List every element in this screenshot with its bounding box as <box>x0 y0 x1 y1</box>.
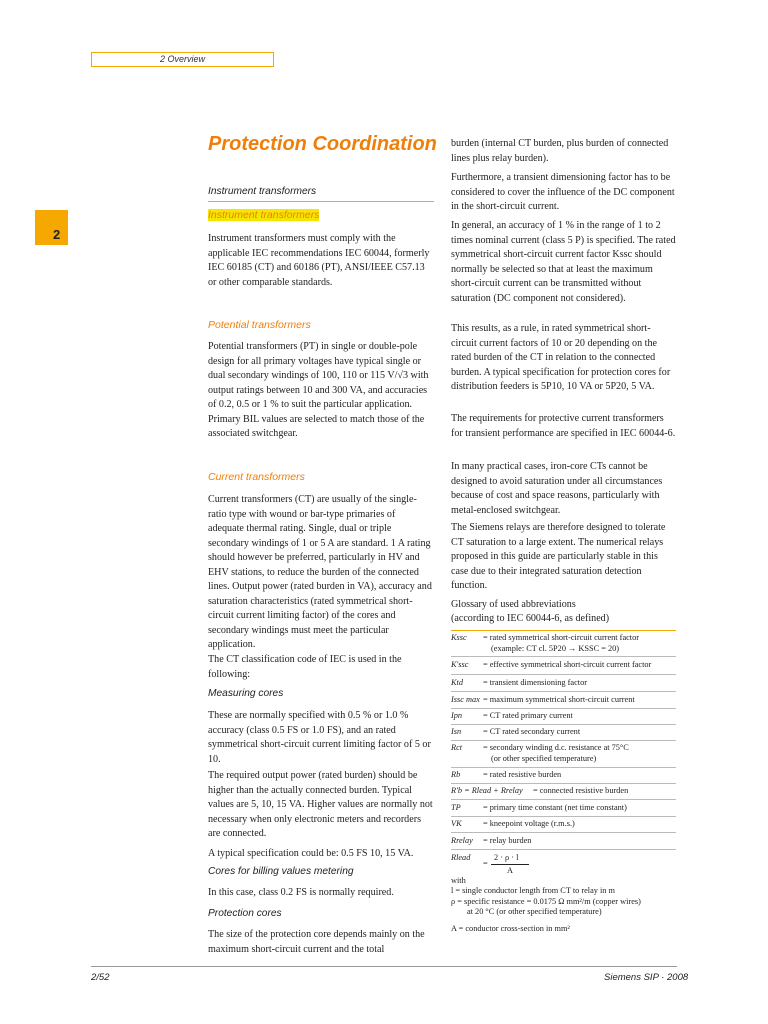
header-section-label: 2 Overview <box>160 54 206 64</box>
glossary-key: Rlead <box>451 853 471 862</box>
fraction-bar <box>491 864 529 865</box>
glossary-rule <box>451 832 676 833</box>
glossary-key: Rct <box>451 743 463 752</box>
glossary-key: TP <box>451 803 461 812</box>
paragraph-current: Current transformers (CT) are usually of the single-ratio type with wound or bar-type primaries of adequate thermal rating. Single, dual or triple secondary windings of 1 or 5 A are standard. 1 A rating should however be preferred, particularly in HV and EHV stations, to reduce the burden of the connected lines. Output power (rated burden in VA), accuracy and saturation characteristics (rated symmetrical short-circuit current limiting factor) of the cores and secondary windings must meet the particular application. <box>208 494 432 650</box>
formula-denominator: A <box>507 866 513 875</box>
paragraph-siemens-relays: The Siemens relays are therefore designed to tolerate CT saturation to a large extent. The numerical relays proposed in this guide are particularly stable in this case due to their integrated saturation detection function. <box>451 522 666 591</box>
header-section-box <box>91 52 274 67</box>
glossary-value-2: (example: CT cl. 5P20 → KSSC = 20) <box>491 644 620 653</box>
paragraph-burden: burden (internal CT burden, plus burden of connected lines plus relay burden). <box>451 138 669 164</box>
glossary-key: Ktd <box>451 678 463 687</box>
footer-rule <box>91 966 677 967</box>
glossary-value: = rated symmetrical short-circuit current factor <box>483 633 640 642</box>
paragraph-output-power: The required output power (rated burden) should be higher than the actually connected burden. Typical values are 5, 10, 15 VA. Higher values are normally not necessary when only electronic meters and recorders are connected. <box>208 770 433 839</box>
chapter-tab-number: 2 <box>53 227 61 242</box>
glossary-rule <box>451 691 676 692</box>
glossary-subtitle: (according to IEC 60044-6, as defined) <box>451 613 610 624</box>
glossary-key: Rrelay <box>451 836 473 845</box>
glossary-rule <box>451 783 676 784</box>
glossary-key: Rb <box>451 770 461 779</box>
glossary-row <box>451 853 681 879</box>
paragraph-measuring: These are normally specified with 0.5 % or 1.0 % accuracy (class 0.5 FS or 1.0 FS), and an rated symmetrical short-circuit current limiting factor of 5 or 10. <box>208 710 431 765</box>
glossary-value: = rated resistive burden <box>483 770 562 779</box>
paragraph-instrument: Instrument transformers must comply with the applicable IEC recommendations IEC 60044, formerly IEC 60185 (CT) and 60186 (PT), ANSI/IEEE C57.13 or other comparable standards. <box>208 233 430 288</box>
formula-numerator: 2 · ρ · l <box>494 853 519 862</box>
glossary-rule <box>451 849 676 850</box>
glossary-value: = transient dimensioning factor <box>483 678 587 687</box>
glossary-value: = kneepoint voltage (r.m.s.) <box>483 819 575 828</box>
glossary-rule <box>451 724 676 725</box>
glossary-key: Issc max <box>451 695 480 704</box>
glossary-rule <box>451 767 676 768</box>
glossary-rule <box>451 816 676 817</box>
heading-potential-transformers: Potential transformers <box>208 319 311 331</box>
glossary-row <box>451 743 681 765</box>
glossary-value: = secondary winding d.c. resistance at 75°C <box>483 743 629 752</box>
glossary-value: = CT rated primary current <box>483 711 573 720</box>
glossary-value: = maximum symmetrical short-circuit current <box>483 695 635 704</box>
page-number: 2/52 <box>91 972 110 983</box>
publisher-label: Siemens SIP · 2008 <box>604 972 689 983</box>
glossary-rule <box>451 656 676 657</box>
paragraph-billing: In this case, class 0.2 FS is normally required. <box>208 887 394 898</box>
glossary-top-rule <box>451 630 676 631</box>
glossary-value: = effective symmetrical short-circuit current factor <box>483 660 652 669</box>
paragraph-transient: Furthermore, a transient dimensioning factor has to be considered to cover the influence of the DC component in the short-circuit current. <box>451 172 675 212</box>
note-area: A = conductor cross-section in mm² <box>451 924 570 933</box>
paragraph-iron-core: In many practical cases, iron-core CTs cannot be designed to avoid saturation under all circumstances because of cost and space reasons, particularly with metal-enclosed switchgear. <box>451 461 663 516</box>
note-rho-temp: at 20 °C (or other specified temperature) <box>467 907 602 916</box>
glossary-value: = <box>483 859 488 868</box>
subheading-instrument-highlighted: Instrument transformers <box>208 209 320 221</box>
glossary-key: K'ssc <box>451 660 469 669</box>
glossary-key: Kssc <box>451 633 467 642</box>
glossary-title: Glossary of used abbreviations <box>451 599 576 610</box>
glossary-value-2: (or other specified temperature) <box>491 754 597 763</box>
glossary-value: = relay burden <box>483 836 532 845</box>
glossary-rule <box>451 799 676 800</box>
glossary-value: = connected resistive burden <box>533 786 629 795</box>
paragraph-protection: The size of the protection core depends mainly on the maximum short-circuit current and the total <box>208 929 425 955</box>
glossary-value: = primary time constant (net time constant) <box>483 803 627 812</box>
paragraph-accuracy: In general, an accuracy of 1 % in the range of 1 to 2 times nominal current (class 5 P) is specified. The rated symmetrical short-circuit current factor Kssc should normally be selected so that at least the maximum short-circuit current can be transmitted without saturation (DC component not considered). <box>451 220 676 304</box>
heading-measuring-cores: Measuring cores <box>208 688 284 699</box>
glossary-row <box>451 633 681 655</box>
glossary-key: Ipn <box>451 711 463 720</box>
glossary-rule <box>451 740 676 741</box>
chapter-tab <box>35 210 68 245</box>
note-with: with <box>451 876 466 885</box>
glossary-key: Isn <box>451 727 462 736</box>
heading-protection-cores: Protection cores <box>208 908 282 919</box>
paragraph-requirements: The requirements for protective current transformers for transient performance are specified in IEC 60044-6. <box>451 413 676 439</box>
note-rho: ρ = specific resistance = 0.0175 Ω mm²/m (copper wires) <box>451 897 641 906</box>
heading-current-transformers: Current transformers <box>208 471 305 483</box>
note-length: l = single conductor length from CT to relay in m <box>451 886 615 895</box>
glossary-key: VK <box>451 819 462 828</box>
glossary-rule <box>451 674 676 675</box>
paragraph-potential: Potential transformers (PT) in single or double-pole design for all primary voltages have typical single or dual secondary windings of 100, 110 or 115 V/√3 with output ratings between 10 and 300 VA, and accuracies of 0.2, 0.5 or 1 % to suit the particular application. Primary BIL values are selected to match those of the associated switchgear. <box>208 341 429 439</box>
paragraph-classification: The CT classification code of IEC is used in the following: <box>208 654 402 680</box>
paragraph-results: This results, as a rule, in rated symmetrical short-circuit current factors of 10 or 20 depending on the rated burden of the CT in relation to the connected burden. A typical specification for protection cores for distribution feeders is 5P10, 10 VA or 5P20, 5 VA. <box>451 323 671 392</box>
heading-billing-cores: Cores for billing values metering <box>208 866 354 877</box>
paragraph-typical-spec: A typical specification could be: 0.5 FS 10, 15 VA. <box>208 848 414 859</box>
page-title: Protection Coordination <box>208 133 437 155</box>
subheading-instrument: Instrument transformers <box>208 186 317 197</box>
glossary-rule <box>451 708 676 709</box>
glossary-value: = CT rated secondary current <box>483 727 581 736</box>
glossary-key: R'b = Rlead + Rrelay <box>451 786 523 795</box>
divider <box>208 201 434 202</box>
